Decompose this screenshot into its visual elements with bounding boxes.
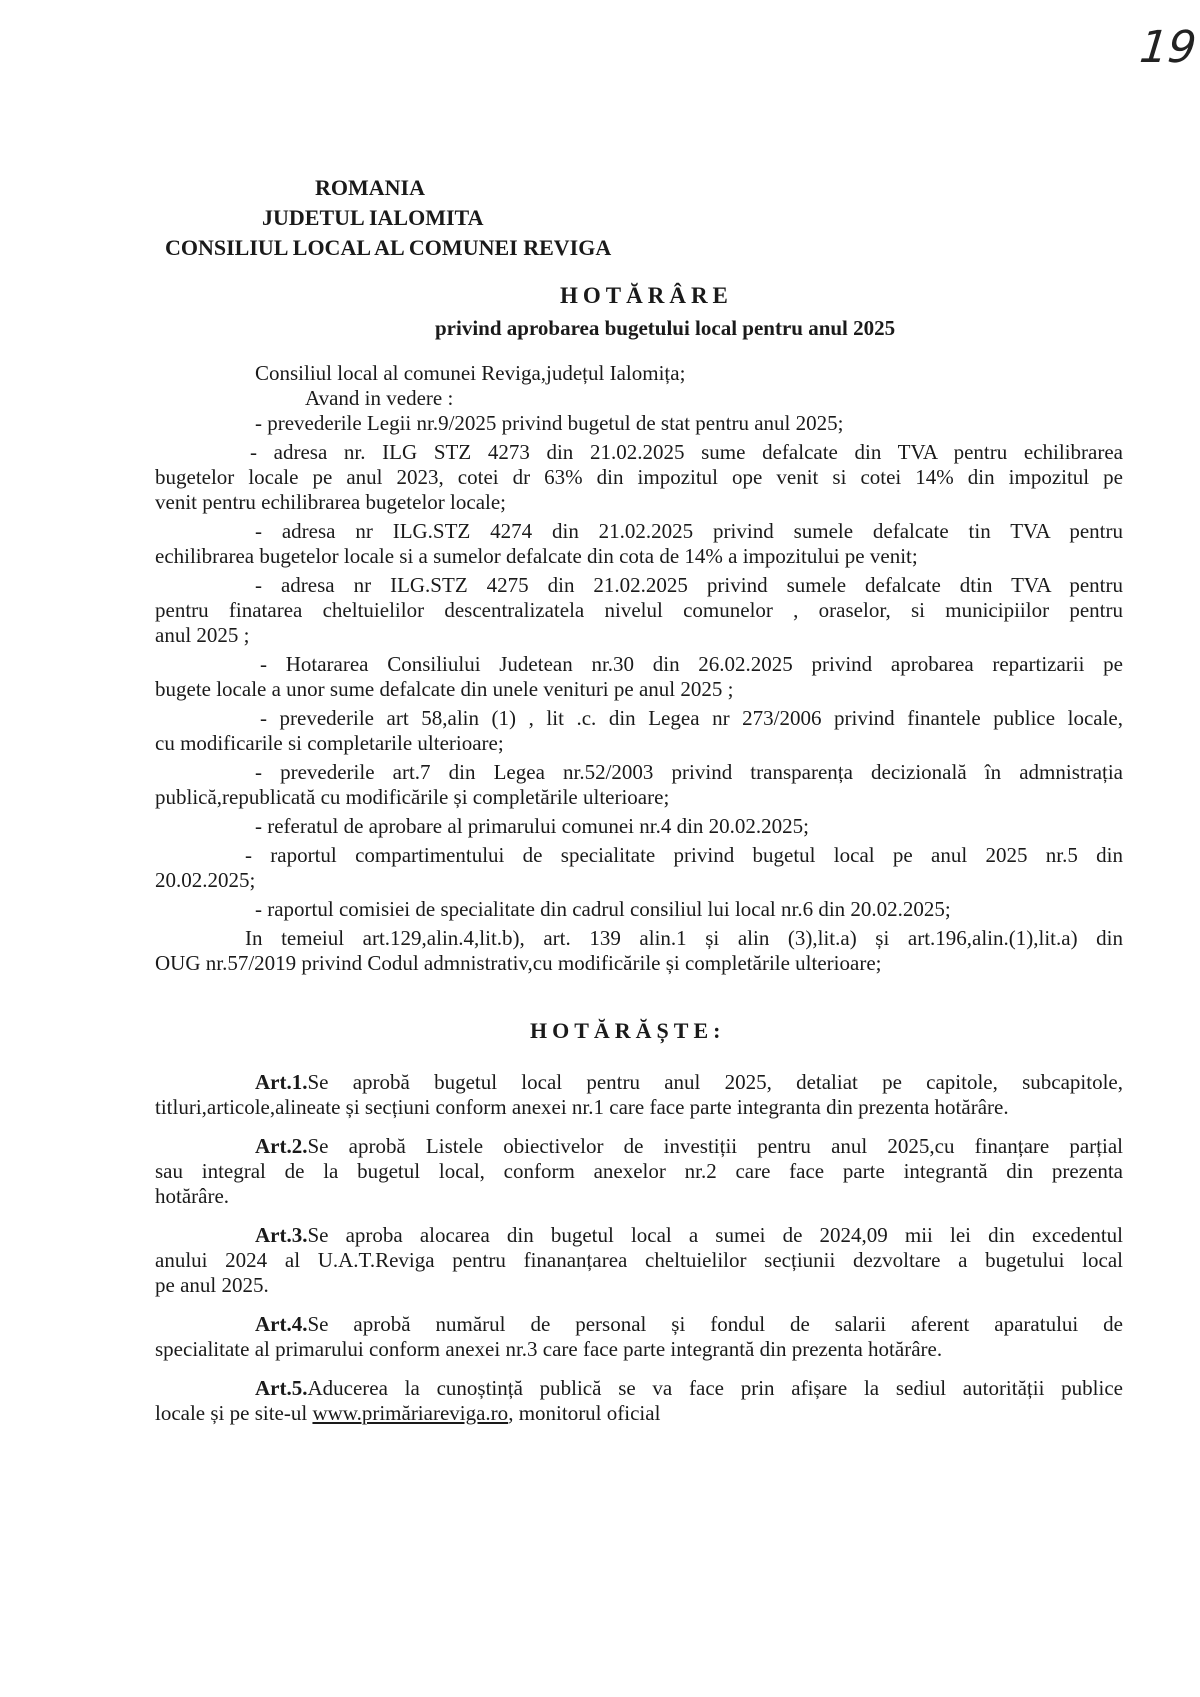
preamble-item-first-line: - prevederile art 58,alin (1) , lit .c. din Legea nr 273/2006 privind finantele publice locale, (260, 706, 1123, 730)
preamble-item-line: bugetelor locale pe anul 2023, cotei dr 63% din impozitul ope venit si cotei 14% din impozitul pe (155, 465, 1123, 489)
council-line: Consiliul local al comunei Reviga,județul Ialomița; (255, 361, 686, 385)
preamble-item-first-line: - adresa nr. ILG STZ 4273 din 21.02.2025 sume defalcate din TVA pentru echilibrarea (250, 440, 1123, 464)
article-text: Se aprobă numărul de personal și fondul de salarii aferent aparatului de (307, 1312, 1123, 1336)
article-label: Art.5. (255, 1376, 308, 1400)
preamble-item-first-line: - raportul comisiei de specialitate din cadrul consiliul lui local nr.6 din 20.02.2025; (255, 897, 951, 921)
preamble-item (155, 706, 1123, 756)
preamble-item (155, 573, 1123, 648)
having-in-view-line: Avand in vedere : (305, 386, 454, 410)
article-label: Art.1. (255, 1070, 308, 1094)
preamble-item-line: publică,republicată cu modificările și completările ulterioare; (155, 785, 670, 809)
preamble-item (155, 926, 1123, 976)
preamble-item-line: cu modificarile si completarile ulterioare; (155, 731, 504, 755)
preamble-item (155, 760, 1123, 810)
preamble-item (155, 440, 1123, 515)
article-label: Art.4. (255, 1312, 308, 1336)
article-line: sau integral de la bugetul local, conform anexelor nr.2 care face parte integrantă din prezenta (155, 1159, 1123, 1183)
preamble-item-first-line: - prevederile Legii nr.9/2025 privind bugetul de stat pentru anul 2025; (255, 411, 844, 435)
preamble-item-line: 20.02.2025; (155, 868, 256, 892)
article-text: Se aproba alocarea din bugetul local a sumei de 2024,09 mii lei din excedentul (307, 1223, 1123, 1247)
article-label: Art.3. (255, 1223, 308, 1247)
article-text: locale și pe site-ul (155, 1401, 313, 1425)
article-line: titluri,articole,alineate și secțiuni conform anexei nr.1 care face parte integranta din prezenta hotărâre. (155, 1095, 1009, 1119)
article-text: Se aprobă Listele obiectivelor de investiții pentru anul 2025,cu finanțare parțial (307, 1134, 1123, 1158)
decision-heading: HOTĂRĂȘTE: (530, 1018, 726, 1043)
article-text: , monitorul oficial (508, 1401, 661, 1425)
header-council: CONSILIUL LOCAL AL COMUNEI REVIGA (165, 235, 612, 260)
header-county: JUDETUL IALOMITA (262, 205, 484, 230)
preamble-item (155, 519, 1123, 569)
articles-list (155, 1070, 1123, 1440)
header-country: ROMANIA (315, 175, 425, 200)
article (155, 1070, 1123, 1120)
preamble-item-line: pentru finatarea cheltuielilor descentralizatela nivelul comunelor , oraselor, si municipiilor pentru (155, 598, 1123, 622)
preamble-item-first-line: - referatul de aprobare al primarului comunei nr.4 din 20.02.2025; (255, 814, 809, 838)
preamble-item (155, 814, 1123, 839)
preamble-item-line: venit pentru echilibrarea bugetelor locale; (155, 490, 507, 514)
preamble-item-line: OUG nr.57/2019 privind Codul admnistrativ,cu modificările și completările ulterioare; (155, 951, 882, 975)
preamble-item-first-line: - adresa nr ILG.STZ 4274 din 21.02.2025 privind sumele defalcate tin TVA pentru (255, 519, 1123, 543)
preamble-items (155, 411, 1123, 976)
preamble-item-first-line: - Hotararea Consiliului Judetean nr.30 din 26.02.2025 privind aprobarea repartizarii pe (260, 652, 1123, 676)
preamble-item (155, 411, 1123, 436)
article-label: Art.2. (255, 1134, 308, 1158)
article-line: pe anul 2025. (155, 1273, 269, 1297)
article-line (155, 1401, 1123, 1426)
article-line: hotărâre. (155, 1184, 230, 1208)
article-text: Se aprobă bugetul local pentru anul 2025, detaliat pe capitole, subcapitole, (307, 1070, 1123, 1094)
preamble-item-line: anul 2025 ; (155, 623, 250, 647)
preamble-item-first-line: - prevederile art.7 din Legea nr.52/2003 privind transparența decizională în admnistrația (255, 760, 1123, 784)
article-line: anului 2024 al U.A.T.Reviga pentru finananțarea cheltuielilor secțiunii dezvoltare a bugetului local (155, 1248, 1123, 1272)
preamble-item-first-line: - raportul compartimentului de specialitate privind bugetul local pe anul 2025 nr.5 din (245, 843, 1123, 867)
website-link[interactable]: www.primăriareviga.ro (312, 1401, 509, 1425)
preamble-item (155, 843, 1123, 893)
article-line: specialitate al primarului conform anexei nr.3 care face parte integrantă din prezenta hotărâre. (155, 1337, 943, 1361)
preamble (155, 361, 1123, 976)
preamble-item-first-line: In temeiul art.129,alin.4,lit.b), art. 139 alin.1 și alin (3),lit.a) și art.196,alin.(1),lit.a) din (245, 926, 1123, 950)
handwritten-page-number: 19 (1137, 22, 1199, 73)
article (155, 1376, 1123, 1426)
preamble-item-line: bugete locale a unor sume defalcate din unele venituri pe anul 2025 ; (155, 677, 734, 701)
article-text: Aducerea la cunoștință publică se va face prin afișare la sediul autorității publice (307, 1376, 1123, 1400)
document-subtitle: privind aprobarea bugetului local pentru anul 2025 (435, 316, 896, 340)
document-title: HOTĂRÂRE (560, 283, 733, 308)
preamble-item (155, 652, 1123, 702)
preamble-item (155, 897, 1123, 922)
preamble-item-first-line: - adresa nr ILG.STZ 4275 din 21.02.2025 privind sumele defalcate dtin TVA pentru (255, 573, 1123, 597)
article (155, 1134, 1123, 1209)
article (155, 1223, 1123, 1298)
article (155, 1312, 1123, 1362)
preamble-item-line: echilibrarea bugetelor locale si a sumelor defalcate din cota de 14% a impozitului pe venit; (155, 544, 918, 568)
